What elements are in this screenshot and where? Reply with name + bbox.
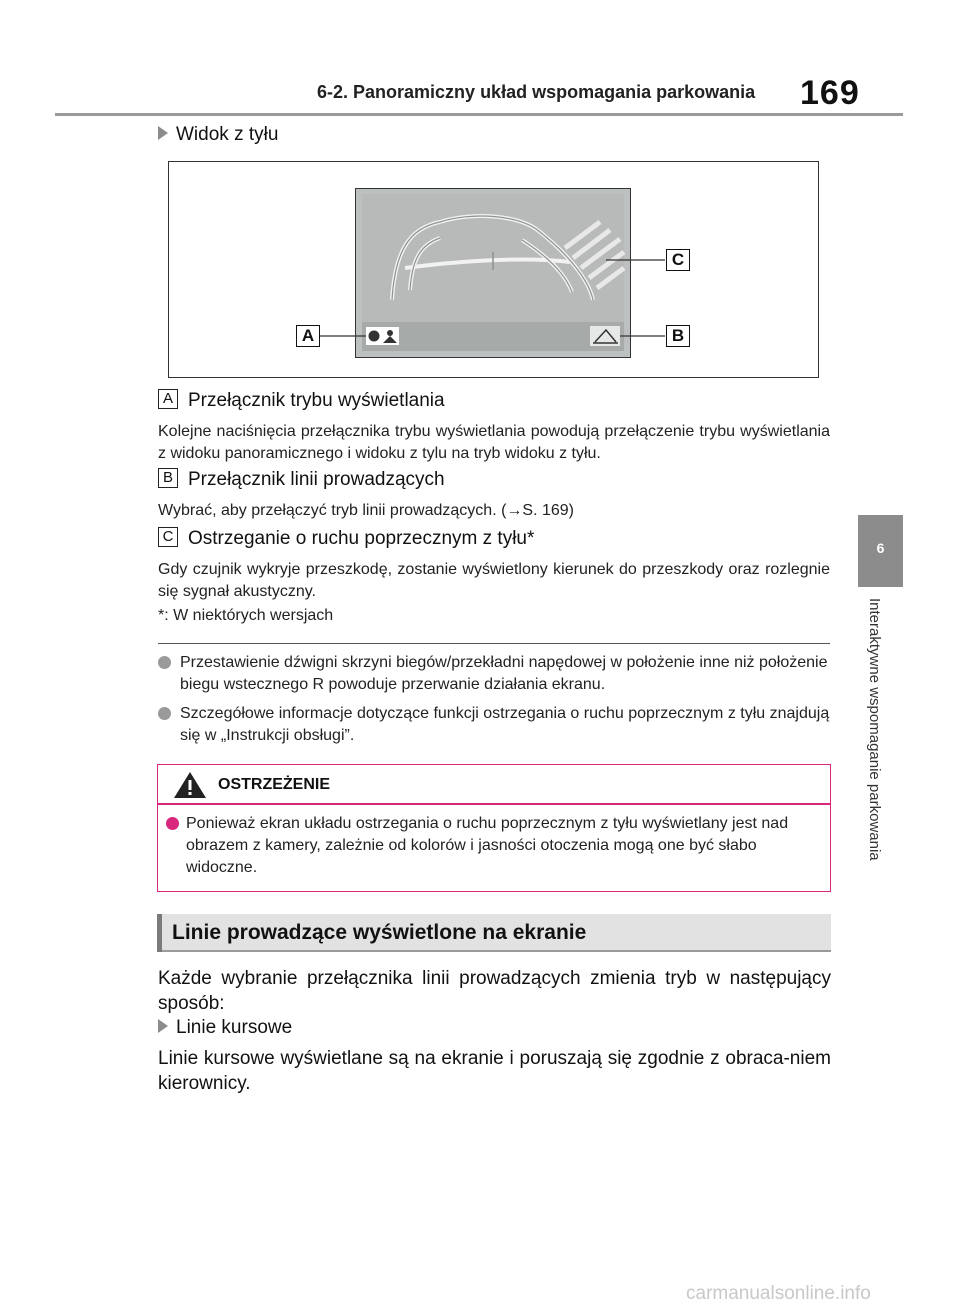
- section-heading-accent: [157, 914, 162, 952]
- item-b-description: Wybrać, aby przełączyć tryb linii prowadzących. (→S. 169): [158, 502, 574, 519]
- display-mode-icon: [366, 327, 399, 345]
- notes-divider: [158, 643, 830, 644]
- item-b-letter: B: [158, 468, 178, 488]
- item-a-letter: A: [158, 389, 178, 409]
- item-a-title: [158, 390, 445, 412]
- note-item: [158, 703, 838, 747]
- note-text: Szczegółowe informacje dotyczące funkcji ostrzegania o ruchu poprzecznym z tyłu znajdują się w „Instrukcji obsługi”.: [180, 705, 830, 744]
- callout-b: B: [666, 325, 690, 347]
- item-c-letter: C: [158, 527, 178, 547]
- warning-text: Ponieważ ekran układu ostrzegania o ruchu poprzecznym z tyłu wyświetlany jest nad obrazem z kamery, zależnie od kolorów i jasności otoczenia mogą one być słabo widoczne.: [186, 815, 789, 876]
- chapter-tab-number: 6: [876, 540, 885, 556]
- course-lines-subheading: [158, 1017, 292, 1039]
- warning-triangle-icon: [172, 770, 208, 800]
- section-header: 6-2. Panoramiczny układ wspomagania parkowania: [317, 82, 756, 102]
- item-c-title-text: Ostrzeganie o ruchu poprzecznym z tyłu*: [188, 528, 535, 549]
- footnote: *: W niektórych wersjach: [158, 607, 334, 624]
- warning-title: OSTRZEŻENIE: [218, 776, 331, 793]
- callout-c: C: [666, 249, 690, 271]
- camera-guide-illustration: [0, 0, 960, 400]
- item-a-title-text: Przełącznik trybu wyświetlania: [188, 390, 445, 411]
- triangle-bullet-icon: [158, 1019, 168, 1033]
- page-number: 169: [800, 74, 860, 112]
- section-intro: Każde wybranie przełącznika linii prowadzących zmienia tryb w następujący sposób:: [158, 968, 831, 1014]
- guide-line-switch-icon: [590, 326, 620, 346]
- item-b-title-text: Przełącznik linii prowadzących: [188, 469, 445, 490]
- warning-divider: [158, 803, 830, 805]
- item-c-description: Gdy czujnik wykryje przeszkodę, zostanie wyświetlony kierunek do przeszkody oraz rozlegnie się sygnał akustyczny.: [158, 561, 830, 600]
- cross-traffic-hatch: [565, 222, 624, 288]
- chapter-tab-label: Interaktywne wspomaganie parkowania: [866, 598, 883, 861]
- bullet-dot-icon: [158, 656, 171, 669]
- bullet-dot-icon: [158, 707, 171, 720]
- item-a-description: Kolejne naciśnięcia przełącznika trybu wyświetlania powodują przełączenie trybu wyświetlania z widoku panoramicznego i widoku z tylu na tryb widoku z tyłu.: [158, 423, 830, 462]
- item-c-title: [158, 528, 534, 550]
- item-b-title: [158, 469, 445, 491]
- warning-item: [166, 813, 816, 879]
- rear-view-subheading-text: Widok z tyłu: [176, 124, 279, 145]
- callout-a: A: [296, 325, 320, 347]
- watermark: carmanualsonline.info: [686, 1283, 871, 1304]
- note-item: [158, 652, 838, 696]
- course-lines-subheading-text: Linie kursowe: [176, 1017, 293, 1038]
- note-text: Przestawienie dźwigni skrzyni biegów/przekładni napędowej w położenie inne niż położenie biegu wstecznego R powoduje przerwanie działania ekranu.: [180, 654, 828, 693]
- section-heading: Linie prowadzące wyświetlone na ekranie: [172, 921, 587, 944]
- warning-bullet-icon: [166, 817, 179, 830]
- course-lines-body: Linie kursowe wyświetlane są na ekranie i poruszają się zgodnie z obraca-niem kierownicy.: [158, 1048, 831, 1094]
